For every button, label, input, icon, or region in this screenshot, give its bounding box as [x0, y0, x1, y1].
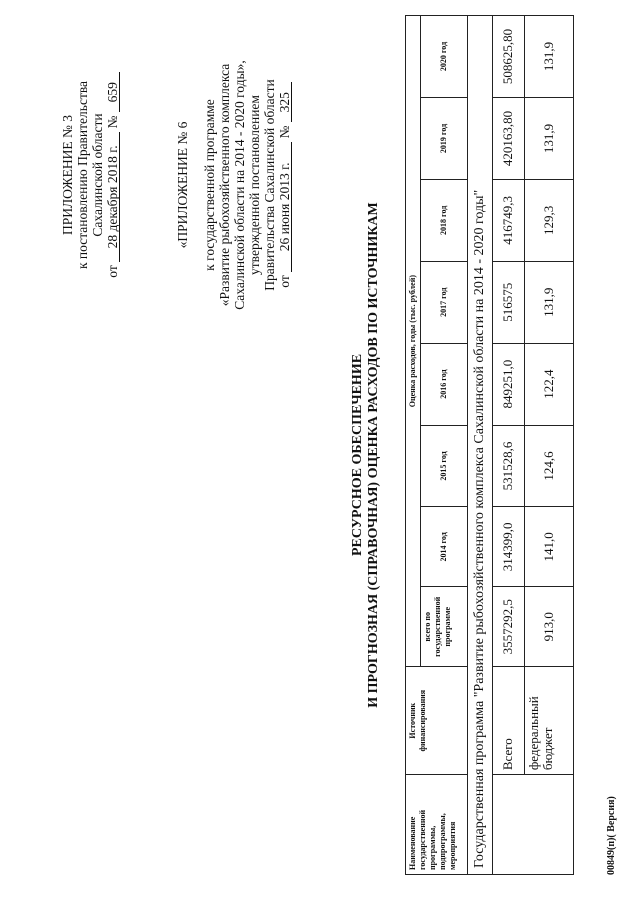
appendix-6-line4: утвержденной постановлением — [247, 95, 262, 275]
header-year: 2018 год — [421, 179, 468, 261]
appendix-6-line5: Правительства Сахалинской области — [262, 79, 277, 291]
appendix-3-date-line — [105, 35, 120, 315]
table-cell: 531528,6 — [493, 425, 525, 507]
appendix-6-title: «ПРИЛОЖЕНИЕ № 6 — [175, 121, 190, 249]
header-name: Наименование государственной программы, подпрограммы, мероприятия — [406, 775, 468, 875]
header-year: 2019 год — [421, 97, 468, 179]
title-line-1: РЕСУРСНОЕ ОБЕСПЕЧЕНИЕ — [350, 353, 365, 557]
appendix-6-line1: к государственной программе — [202, 99, 217, 271]
table-cell: 420163,80 — [493, 97, 525, 179]
table-cell: 913,0 — [524, 587, 574, 667]
appendix-6-block — [175, 25, 292, 345]
appendix-3-block — [60, 35, 120, 315]
from-label: от — [277, 275, 292, 288]
header-year: 2020 год — [421, 16, 468, 98]
footer-code: 00849(п)( Версия) — [606, 796, 617, 875]
table-cell: 3557292,5 — [493, 587, 525, 667]
number-label: № — [105, 115, 120, 129]
header-year: 2014 год — [421, 507, 468, 587]
table-cell: 129,3 — [524, 179, 574, 261]
resources-table — [405, 15, 574, 875]
appendix-3-title: ПРИЛОЖЕНИЕ № 3 — [60, 114, 75, 236]
appendix-6-date: 26 июня 2013 г. — [278, 142, 292, 272]
appendix-6-line2: «Развитие рыбохозяйственного комплекса — [217, 63, 232, 307]
appendix-3-line2: Сахалинской области — [90, 113, 105, 237]
empty-name-cell — [493, 775, 574, 875]
title-line-2: И ПРОГНОЗНАЯ (СПРАВОЧНАЯ) ОЦЕНКА РАСХОДОВ ПО ИСТОЧНИКАМ — [366, 202, 381, 708]
row-source-label: Всего — [493, 667, 525, 775]
appendix-3-date: 28 декабря 2018 г. — [106, 132, 120, 262]
table-cell: 849251,0 — [493, 343, 525, 425]
number-label: № — [277, 125, 292, 139]
program-row — [468, 16, 493, 875]
appendix-6-line3: Сахалинской области на 2014 - 2020 годы», — [232, 60, 247, 310]
appendix-3-line1: к постановлению Правительства — [75, 80, 90, 270]
table-cell: 131,9 — [524, 97, 574, 179]
header-year: 2016 год — [421, 343, 468, 425]
from-label: от — [105, 265, 120, 278]
table-cell: 516575 — [493, 261, 525, 343]
table-row — [524, 16, 574, 875]
table-cell: 508625,80 — [493, 16, 525, 98]
document-title — [350, 105, 382, 805]
table-cell: 131,9 — [524, 261, 574, 343]
appendix-6-date-line — [277, 25, 292, 345]
header-year: 2015 год — [421, 425, 468, 507]
table-cell: 124,6 — [524, 425, 574, 507]
header-total-program: всего по государственной программе — [421, 587, 468, 667]
program-title: Государственная программа "Развитие рыбохозяйственного комплекса Сахалинской области на 2014 - 2020 годы" — [468, 16, 493, 875]
table-cell: 141,0 — [524, 507, 574, 587]
header-estimate: Оценка расходов, годы (тыс. рублей) — [406, 16, 421, 667]
table-cell: 131,9 — [524, 16, 574, 98]
table-cell: 122,4 — [524, 343, 574, 425]
row-source-label: федеральный бюджет — [524, 667, 574, 775]
table-cell: 416749,3 — [493, 179, 525, 261]
appendix-6-number: 325 — [278, 82, 292, 122]
table-cell: 314399,0 — [493, 507, 525, 587]
table-header-row — [406, 16, 421, 875]
header-year: 2017 год — [421, 261, 468, 343]
header-source: Источник финансирования — [406, 667, 468, 775]
appendix-3-number: 659 — [106, 72, 120, 112]
table-row — [493, 16, 525, 875]
